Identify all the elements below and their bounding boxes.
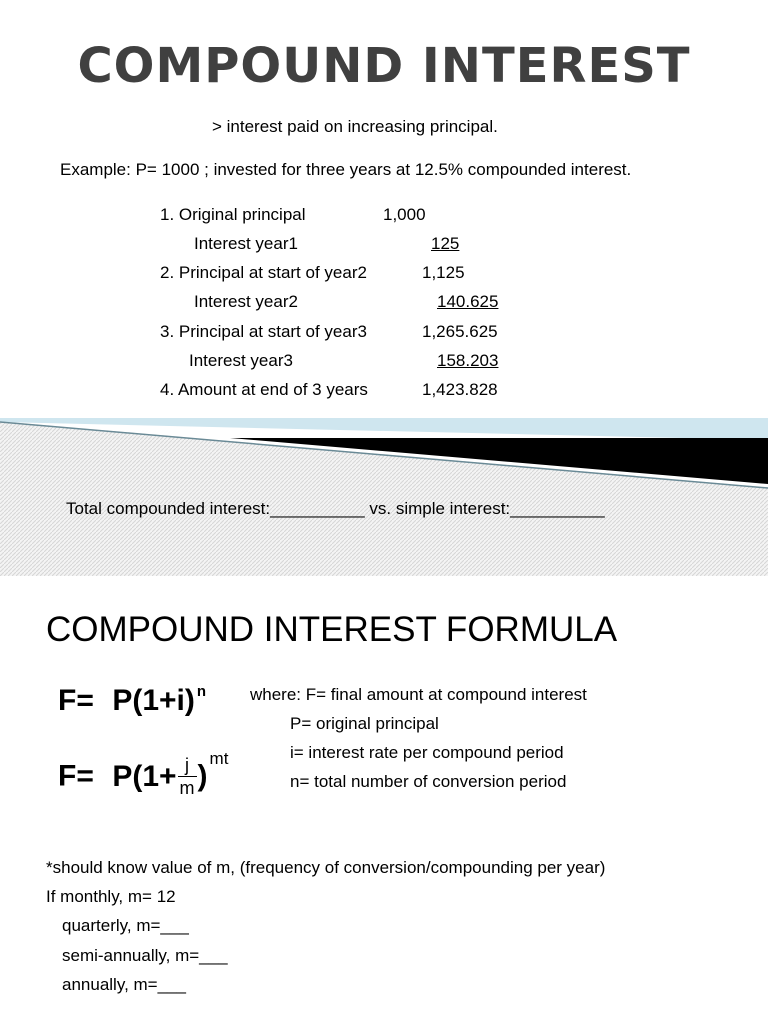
row-value: 140.625 (437, 292, 499, 311)
row-value: 1,423.828 (422, 380, 498, 399)
where-line: where: F= final amount at compound interest (250, 685, 587, 704)
formula-lhs: F= (58, 684, 94, 717)
row-value: 1,125 (422, 263, 465, 282)
formula-body: P(1+i) (112, 684, 195, 717)
formula-nominal-rate (58, 748, 229, 798)
fraction-numerator: j (185, 755, 190, 775)
where-line: n= total number of conversion period (290, 772, 567, 791)
row-label: Interest year2 (194, 292, 298, 311)
definition-text: > interest paid on increasing principal. (212, 117, 498, 136)
note-line: If monthly, m= 12 (46, 887, 176, 906)
row-value: 1,000 (383, 205, 426, 224)
where-line: P= original principal (290, 714, 439, 733)
row-label: 4. Amount at end of 3 years (160, 380, 368, 399)
row-value: 158.203 (437, 351, 499, 370)
row-label: Interest year3 (189, 351, 293, 370)
row-label: 3. Principal at start of year3 (160, 322, 367, 341)
formula-basic (58, 684, 206, 718)
example-text: Example: P= 1000 ; invested for three years at 12.5% compounded interest. (60, 160, 632, 179)
formula-close: ) (197, 759, 208, 793)
slide-compound-interest-formula (0, 576, 768, 1024)
where-line: i= interest rate per compound period (290, 743, 564, 762)
page-title: COMPOUND INTEREST (77, 38, 691, 94)
formula-exponent: mt (209, 748, 229, 768)
note-line: *should know value of m, (frequency of conversion/compounding per year) (46, 858, 606, 877)
note-line: annually, m=___ (62, 975, 186, 994)
formula-fraction (178, 756, 197, 797)
total-comparison-text: Total compounded interest:__________ vs. simple interest:__________ (66, 499, 605, 518)
row-label: 2. Principal at start of year2 (160, 263, 367, 282)
formula-exponent: n (196, 683, 207, 700)
row-label: 1. Original principal (160, 205, 306, 224)
row-value: 125 (431, 234, 460, 253)
row-label: Interest year1 (194, 234, 298, 253)
formula-open: P(1+ (112, 759, 177, 793)
note-line: quarterly, m=___ (62, 916, 189, 935)
formula-slide-title: COMPOUND INTEREST FORMULA (46, 610, 618, 649)
formula-lhs: F= (58, 759, 94, 793)
note-line: semi-annually, m=___ (62, 946, 228, 965)
row-value: 1,265.625 (422, 322, 498, 341)
fraction-denominator: m (179, 778, 195, 798)
